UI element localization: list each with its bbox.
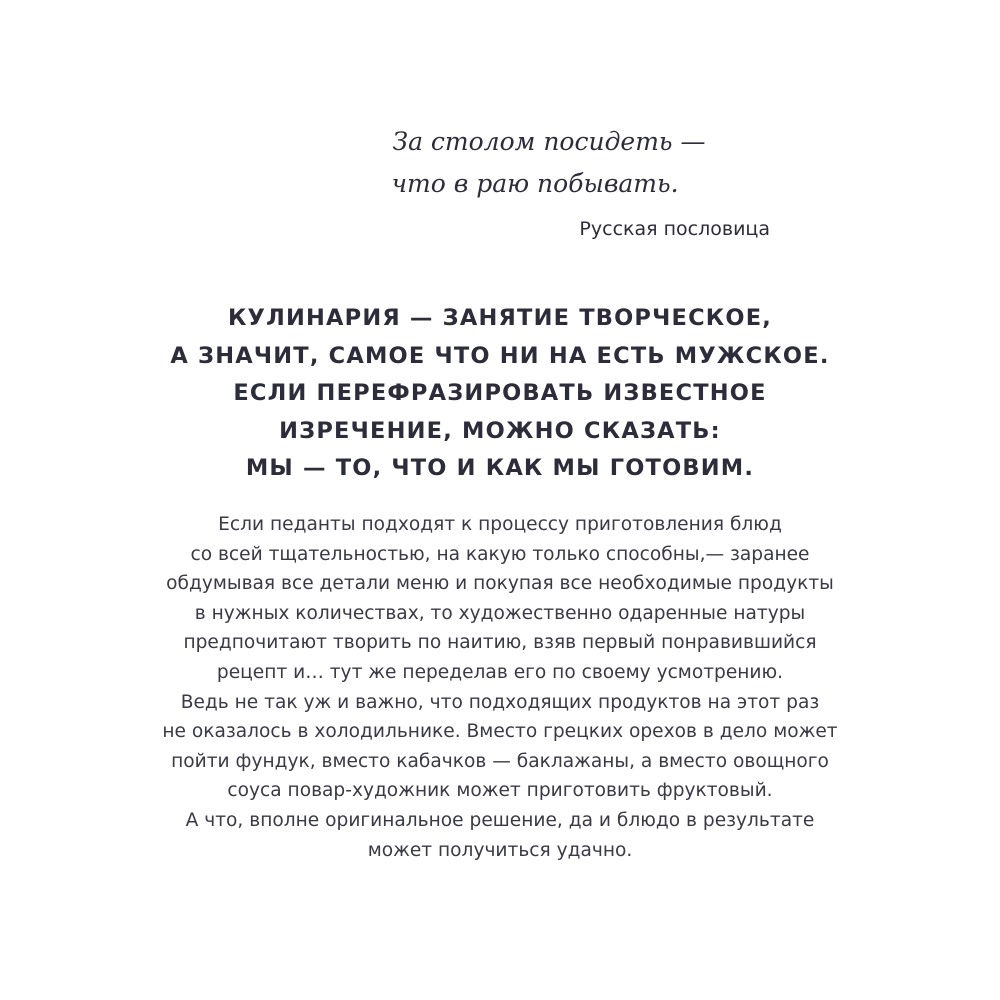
headline-line-4: ИЗРЕЧЕНИЕ, МОЖНО СКАЗАТЬ: — [279, 417, 721, 444]
body-line-5: предпочитают творить по наитию, взяв первый понравившийся — [183, 632, 817, 654]
body-line-12: может получиться удачно. — [367, 839, 633, 861]
body-line-4: в нужных количествах, то художественно одаренные натуры — [194, 602, 806, 624]
body-line-8: не оказалось в холодильнике. Вместо грецких орехов в дело может — [162, 721, 838, 743]
headline-line-2: А ЗНАЧИТ, САМОЕ ЧТО НИ НА ЕСТЬ МУЖСКОЕ. — [170, 342, 830, 369]
body-line-11: А что, вполне оригинальное решение, да и блюдо в результате — [185, 809, 815, 831]
body-line-10: соуса повар-художник может приготовить фруктовый. — [227, 780, 773, 802]
headline — [0, 300, 1000, 488]
headline-line-3: ЕСЛИ ПЕРЕФРАЗИРОВАТЬ ИЗВЕСТНОЕ — [233, 380, 767, 406]
body-line-9: пойти фундук, вместо кабачков — баклажаны, а вместо овощного — [171, 750, 829, 772]
epigraph-line-1: За столом посидеть — — [392, 127, 706, 156]
body-line-3: обдумывая все детали меню и покупая все необходимые продукты — [166, 573, 834, 595]
body-line-2: со всей тщательностью, на какую только способны,— заранее — [190, 543, 810, 565]
headline-line-1: КУЛИНАРИЯ — ЗАНЯТИЕ ТВОРЧЕСКОЕ, — [227, 305, 773, 331]
body-line-7: Ведь не так уж и важно, что подходящих продуктов на этот раз — [180, 691, 820, 713]
body-paragraph — [0, 510, 1000, 865]
epigraph-line-2: что в раю побывать. — [391, 169, 679, 198]
body-line-6: рецепт и… тут же переделав его по своему усмотрению. — [216, 661, 784, 683]
epigraph-source: Русская пословица — [579, 218, 770, 240]
body-line-1: Если педанты подходят к процессу приготовления блюд — [218, 514, 782, 535]
headline-line-5: МЫ — ТО, ЧТО И КАК МЫ ГОТОВИМ. — [245, 455, 755, 481]
